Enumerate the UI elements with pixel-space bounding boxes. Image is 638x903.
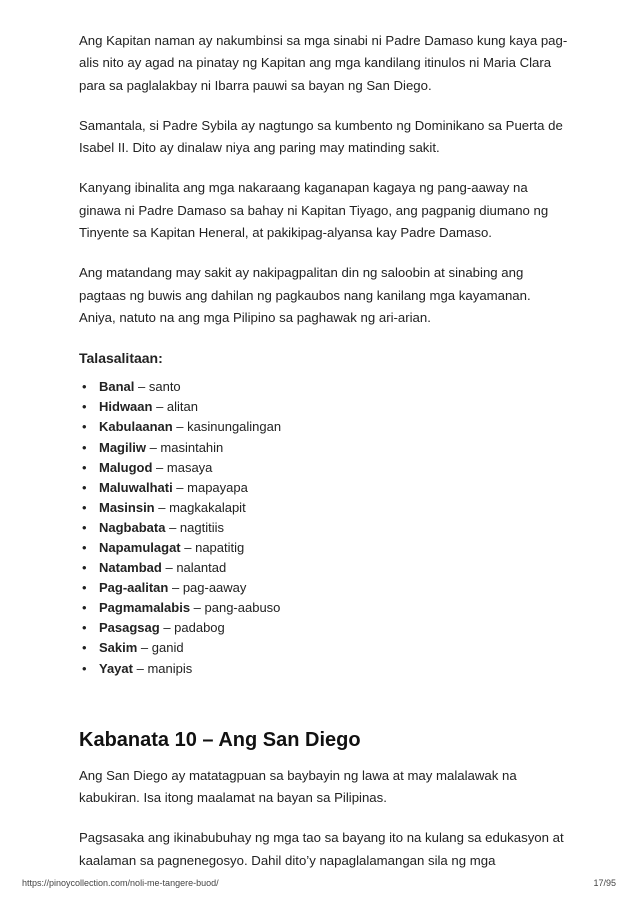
glossary-item bbox=[79, 578, 569, 598]
glossary-item bbox=[79, 377, 569, 397]
glossary-term: Sakim bbox=[99, 640, 138, 656]
paragraph: Ang Kapitan naman ay nakumbinsi sa mga sinabi ni Padre Damaso kung kaya pag-alis nito ay agad na pinatay ng Kapitan ang mga kandilang itinulos ni Maria Clara para sa paglalakbay ni Ibarra pauwi sa bayan ng San Diego. bbox=[79, 33, 568, 93]
page-number: 17/95 bbox=[593, 878, 616, 888]
glossary-definition: – manipis bbox=[132, 660, 193, 676]
glossary-definition: – masintahin bbox=[145, 439, 224, 455]
glossary-definition: – magkakalapit bbox=[154, 499, 246, 515]
bullet-icon: • bbox=[82, 439, 87, 455]
bullet-icon: • bbox=[82, 399, 87, 415]
paragraph: Samantala, si Padre Sybila ay nagtungo sa kumbento ng Dominikano sa Puerta de Isabel II. Dito ay dinalaw niya ang paring may matinding sakit. bbox=[79, 117, 563, 156]
bullet-icon: • bbox=[82, 660, 87, 676]
glossary-item bbox=[79, 558, 569, 578]
glossary-definition: – nalantad bbox=[161, 560, 227, 576]
glossary-list bbox=[79, 377, 569, 678]
glossary-definition: – ganid bbox=[137, 640, 184, 656]
glossary-item bbox=[79, 598, 569, 618]
footer-url: https://pinoycollection.com/noli-me-tangere-buod/ bbox=[22, 878, 219, 888]
chapter-title: Kabanata 10 – Ang San Diego bbox=[79, 728, 361, 751]
glossary-definition: – nagtitiis bbox=[165, 519, 225, 535]
glossary-term: Natambad bbox=[99, 560, 162, 576]
glossary-item bbox=[79, 538, 569, 558]
glossary-item bbox=[79, 518, 569, 538]
glossary-definition: – padabog bbox=[159, 620, 225, 636]
bullet-icon: • bbox=[82, 600, 87, 616]
glossary-definition: – santo bbox=[134, 379, 181, 395]
glossary-definition: – napatitig bbox=[180, 540, 245, 556]
glossary-term: Malugod bbox=[99, 459, 153, 475]
paragraph: Ang San Diego ay matatagpuan sa baybayin ng lawa at may malalawak na kabukiran. Isa itong maalamat na bayan sa Pilipinas. bbox=[79, 767, 517, 805]
glossary-term: Hidwaan bbox=[99, 399, 153, 415]
glossary-definition: – pang-aabuso bbox=[190, 600, 281, 616]
bullet-icon: • bbox=[82, 419, 87, 435]
paragraph: Ang matandang may sakit ay nakipagpalitan din ng saloobin at sinabing ang pagtaas ng buwis ang dahilan ng pagkaubos nang kanilang mga kayamanan. Aniya, natuto na ang mga Pilipino sa paghawak ng ari-arian. bbox=[79, 265, 531, 325]
glossary-heading: Talasalitaan: bbox=[79, 350, 163, 367]
glossary-term: Napamulagat bbox=[99, 540, 181, 556]
glossary-term: Yayat bbox=[99, 660, 133, 676]
glossary-item bbox=[79, 498, 569, 518]
glossary-term: Pasagsag bbox=[99, 620, 160, 636]
paragraph: Pagsasaka ang ikinabubuhay ng mga tao sa bayang ito na kulang sa edukasyon at kaalaman sa pagnenegosyo. Dahil dito’y napaglalamangan sila ng mga bbox=[79, 830, 564, 868]
bullet-icon: • bbox=[82, 519, 87, 535]
glossary-term: Magiliw bbox=[99, 439, 146, 455]
bullet-icon: • bbox=[82, 499, 87, 515]
glossary-definition: – mapayapa bbox=[172, 479, 248, 495]
bullet-icon: • bbox=[82, 620, 87, 636]
bullet-icon: • bbox=[82, 560, 87, 576]
article-body bbox=[79, 30, 569, 890]
glossary-definition: – pag-aaway bbox=[168, 580, 247, 596]
bullet-icon: • bbox=[82, 379, 87, 395]
glossary-item bbox=[79, 458, 569, 478]
bullet-icon: • bbox=[82, 459, 87, 475]
glossary-term: Pag-aalitan bbox=[99, 580, 169, 596]
bullet-icon: • bbox=[82, 580, 87, 596]
glossary-item bbox=[79, 618, 569, 638]
glossary-item bbox=[79, 659, 569, 679]
glossary-definition: – masaya bbox=[152, 459, 213, 475]
glossary-item bbox=[79, 638, 569, 658]
glossary-item bbox=[79, 438, 569, 458]
glossary-term: Kabulaanan bbox=[99, 419, 173, 435]
glossary-term: Pagmamalabis bbox=[99, 600, 191, 616]
glossary-term: Masinsin bbox=[99, 499, 155, 515]
glossary-term: Nagbabata bbox=[99, 519, 166, 535]
glossary-term: Maluwalhati bbox=[99, 479, 173, 495]
glossary-item bbox=[79, 417, 569, 437]
glossary-definition: – alitan bbox=[152, 399, 199, 415]
glossary-definition: – kasinungalingan bbox=[172, 419, 282, 435]
bullet-icon: • bbox=[82, 479, 87, 495]
paragraph: Kanyang ibinalita ang mga nakaraang kaganapan kagaya ng pang-aaway na ginawa ni Padre Damaso sa bahay ni Kapitan Tiyago, ang pagpanig diumano ng Tinyente sa Kapitan Heneral, at pakikipag-alyansa kay Padre Damaso. bbox=[79, 180, 549, 241]
glossary-term: Banal bbox=[99, 379, 135, 395]
bullet-icon: • bbox=[82, 640, 87, 656]
bullet-icon: • bbox=[82, 540, 87, 556]
glossary-item bbox=[79, 478, 569, 498]
glossary-item bbox=[79, 397, 569, 417]
